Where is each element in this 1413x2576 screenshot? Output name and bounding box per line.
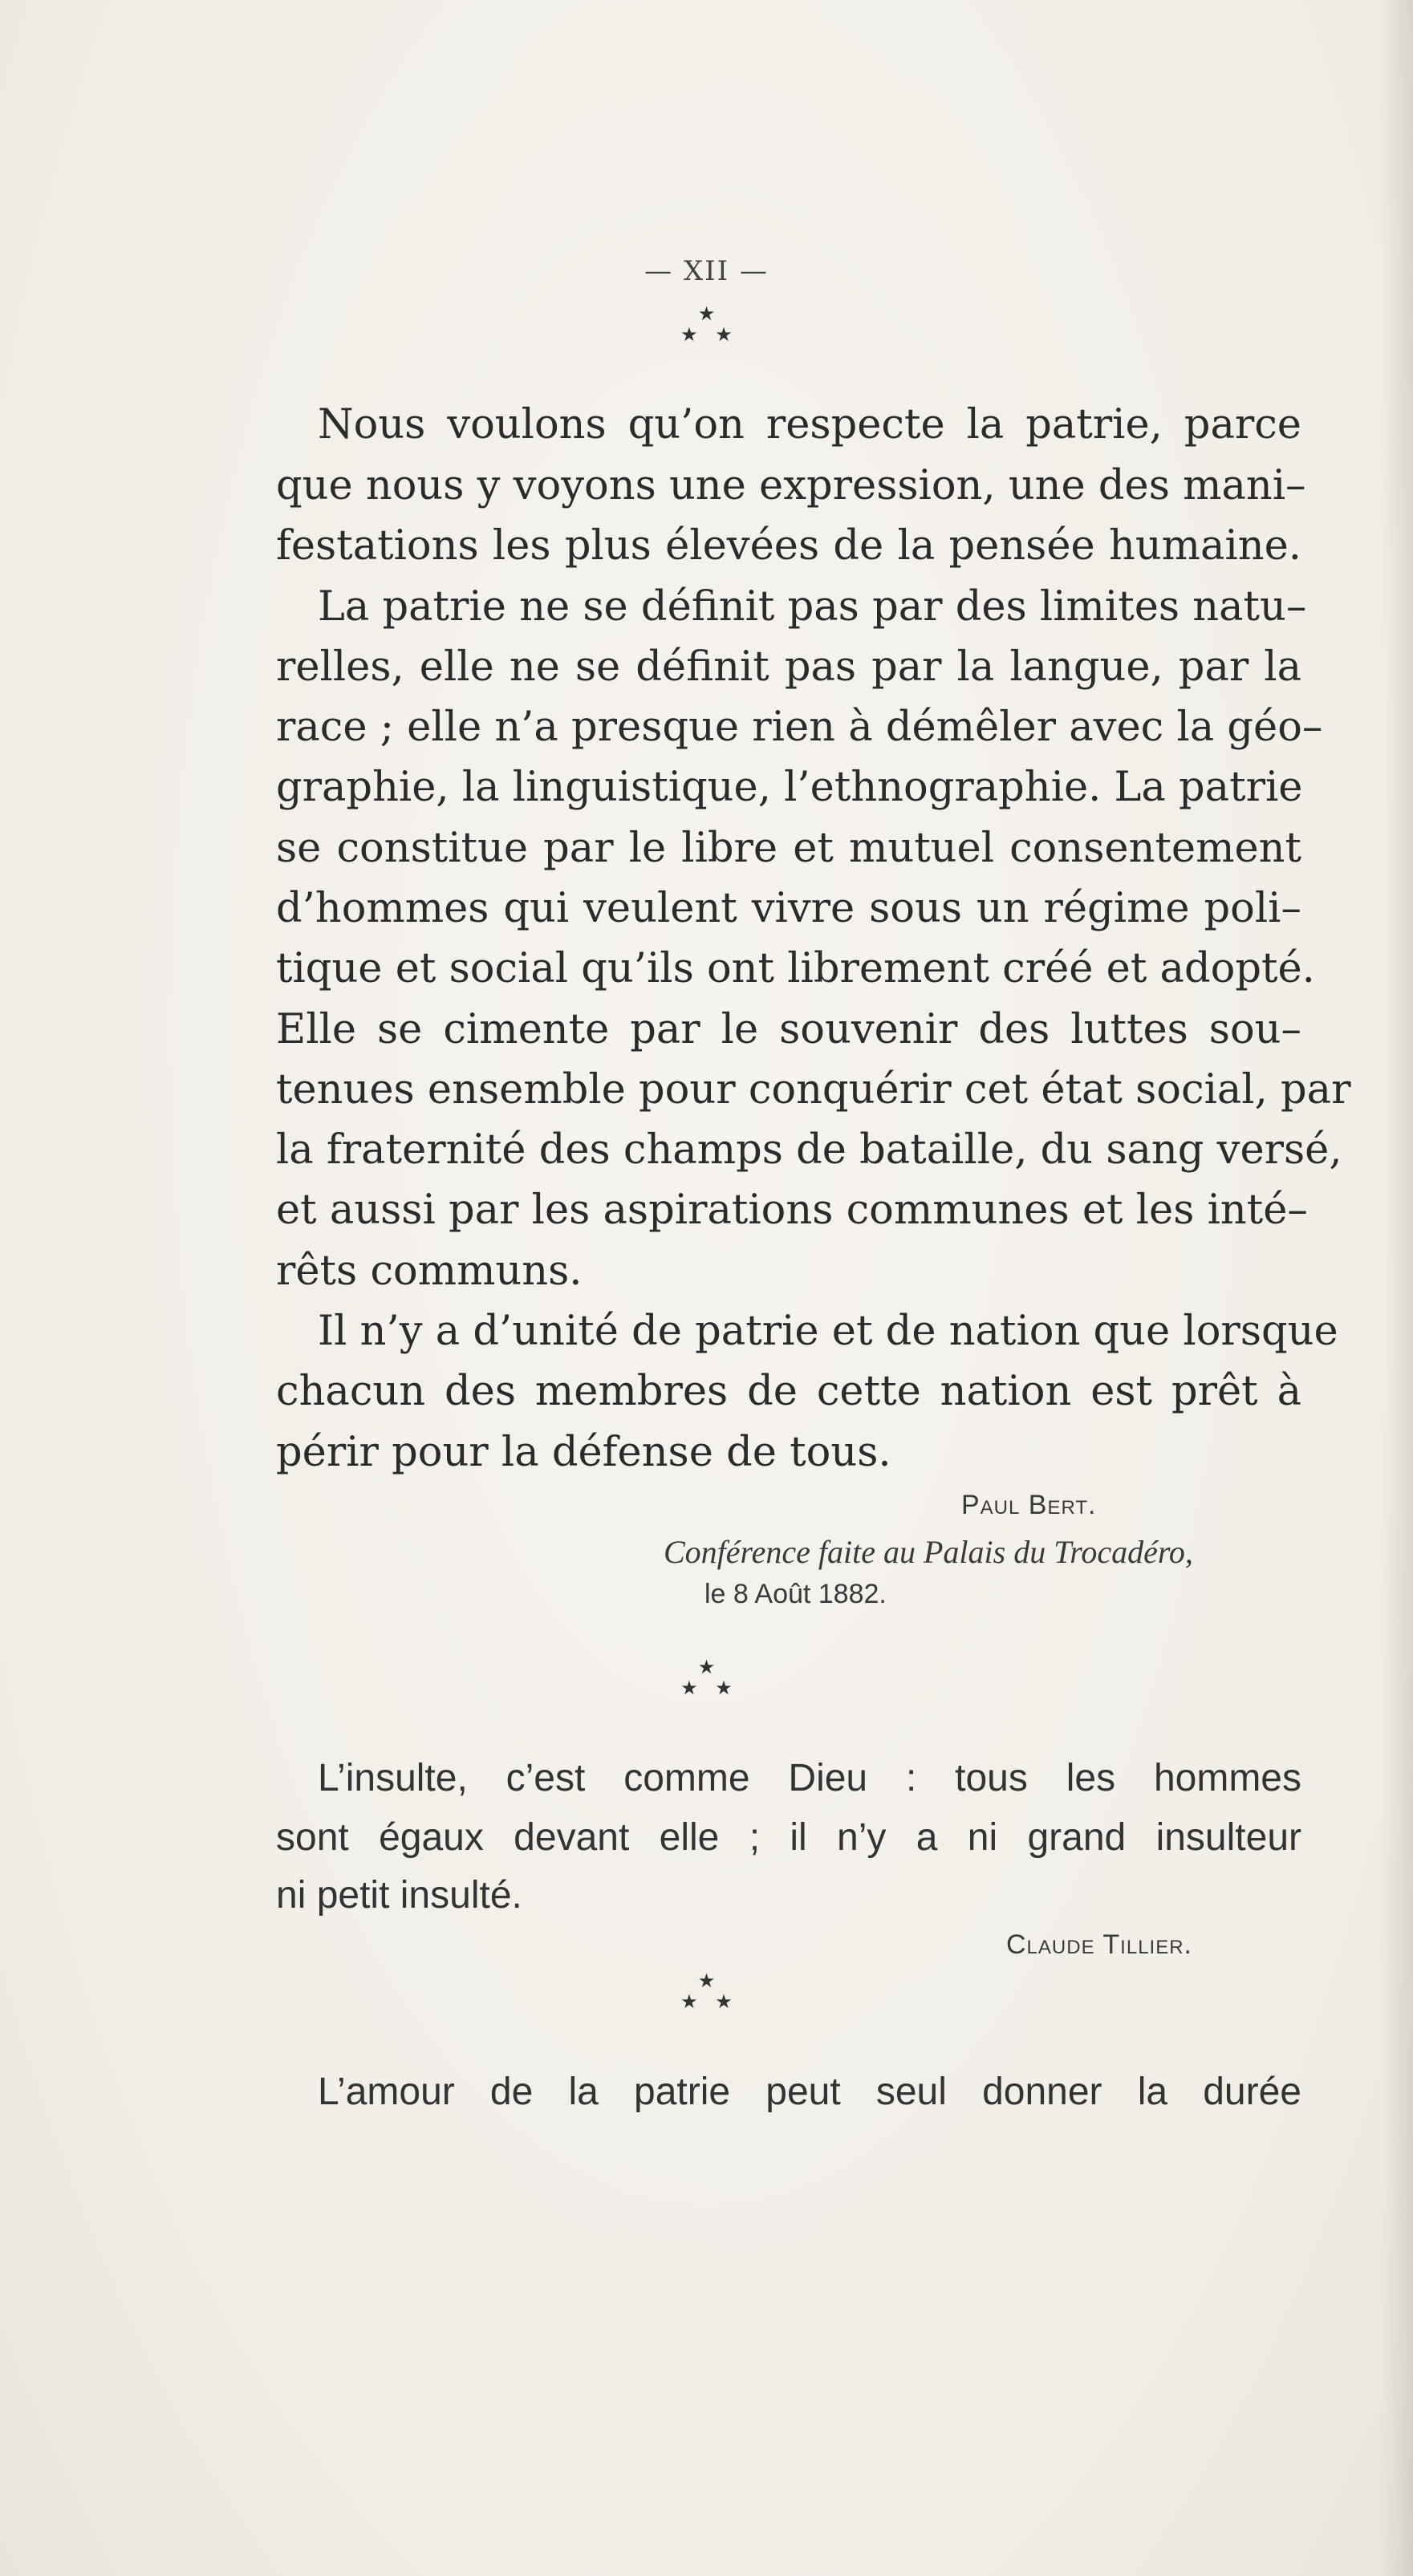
author-signature	[961, 1490, 1097, 1521]
source-citation: Conférence faite au Palais du Trocadéro,	[664, 1534, 1193, 1570]
text-line: Elle se cimente par le souvenir des luttes sou–	[276, 1006, 1301, 1053]
separator-star-bottom: ★ ★	[680, 1677, 733, 1699]
separator-stars-1	[0, 303, 1413, 345]
author-signature	[1006, 1929, 1192, 1961]
page-number-header: — XII —	[644, 255, 769, 287]
author-name: Paul Bert.	[961, 1490, 1097, 1520]
text-line: rêts communs.	[276, 1247, 583, 1295]
separator-star-bottom: ★ ★	[680, 1990, 733, 2013]
text-line: que nous y voyons une expression, une des mani–	[276, 462, 1306, 509]
text-line: la fraternité des champs de bataille, du sang versé,	[276, 1126, 1342, 1174]
text-line: festations les plus élevées de la pensée humaine.	[276, 522, 1301, 570]
text-line: Il n’y a d’unité de patrie et de nation que lorsque	[318, 1308, 1338, 1355]
separator-star-bottom: ★ ★	[680, 323, 733, 346]
source-date: le 8 Août 1882.	[704, 1579, 887, 1609]
text-line: Nous voulons qu’on respecte la patrie, parce	[318, 401, 1301, 448]
text-line: périr pour la défense de tous.	[276, 1429, 891, 1476]
text-line: chacun des membres de cette nation est prêt à	[276, 1368, 1301, 1415]
text-line: relles, elle ne se définit pas par la langue, par la	[276, 643, 1301, 691]
separator-star-top: ★	[697, 1970, 716, 1992]
text-line: race ; elle n’a presque rien à démêler avec la géo–	[276, 704, 1323, 751]
text-line: graphie, la linguistique, l’ethnographie. La patrie	[276, 764, 1303, 811]
text-line: L’amour de la patrie peut seul donner la durée	[318, 2071, 1301, 2113]
text-line: sont égaux devant elle ; il n’y a ni grand insulteur	[276, 1816, 1301, 1859]
separator-star-top: ★	[697, 302, 716, 325]
separator-stars-2	[0, 1657, 1413, 1698]
text-line: tenues ensemble pour conquérir cet état social, par	[276, 1066, 1351, 1114]
text-line: tique et social qu’ils ont librement créé et adopté.	[276, 945, 1315, 992]
text-line: La patrie ne se définit pas par des limites natu–	[318, 583, 1307, 631]
text-line: d’hommes qui veulent vivre sous un régime poli–	[276, 885, 1301, 932]
author-name: Claude Tillier.	[1006, 1929, 1192, 1960]
separator-star-top: ★	[697, 1656, 716, 1678]
separator-stars-3	[0, 1970, 1413, 2012]
text-line: se constitue par le libre et mutuel consentement	[276, 825, 1301, 872]
text-line: ni petit insulté.	[276, 1874, 522, 1917]
text-line: et aussi par les aspirations communes et les inté–	[276, 1187, 1308, 1234]
text-line: L’insulte, c’est comme Dieu : tous les hommes	[318, 1757, 1301, 1799]
page-edge-shadow	[1381, 0, 1413, 2576]
